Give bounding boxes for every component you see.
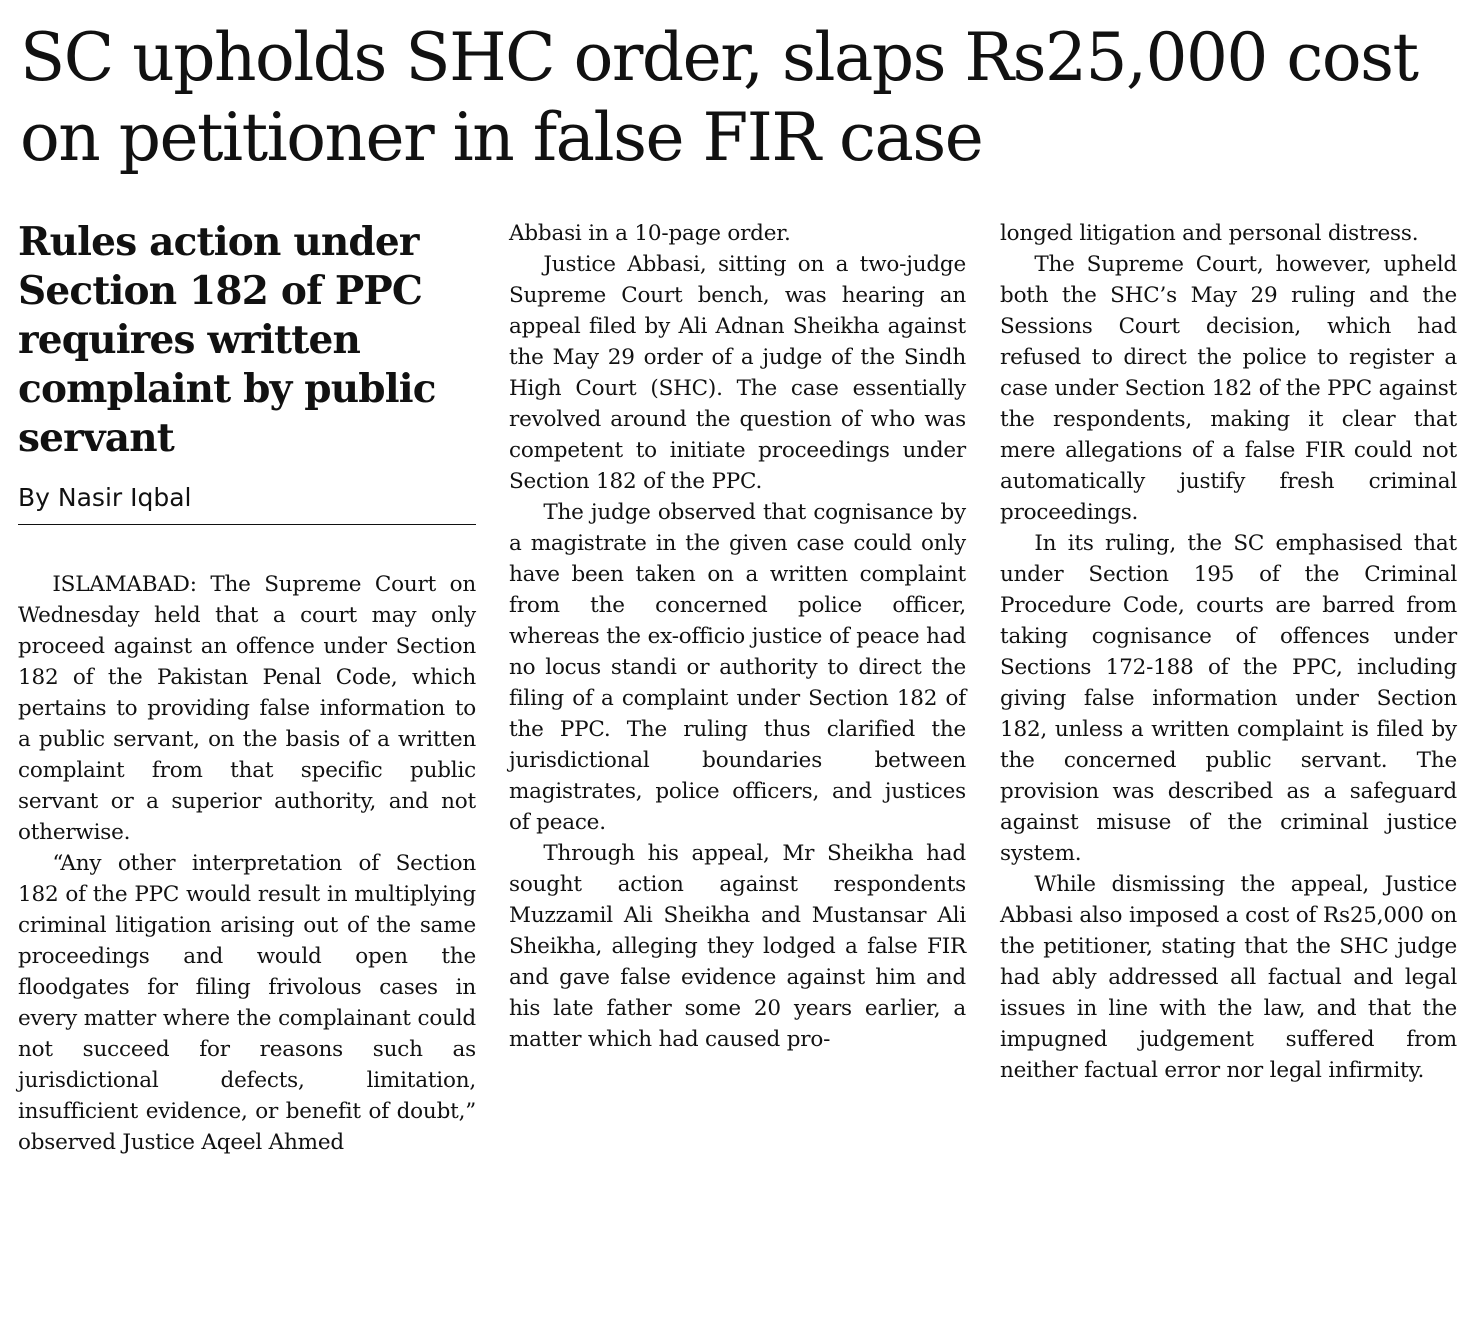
paragraph: The Supreme Court, however, upheld both the SHC’s May 29 ruling and the Sessions Court decision, which had refused to direct the police to register a case under Section 182 of the PPC against the respondents, making it clear that mere allegations of a false FIR could not automatically justify fresh criminal proceedings. (1000, 252, 1457, 525)
byline: By Nasir Iqbal (18, 483, 476, 525)
paragraph: The judge observed that cognisance by a magistrate in the given case could only have been taken on a written complaint from the concerned police officer, whereas the ex-officio justice of peace had no locus standi or authority to direct the filing of a complaint under Section 182 of the PPC. The ruling thus clarified the jurisdictional boundaries between magistrates, police officers, and justices of peace. (509, 500, 966, 835)
paragraph: Justice Abbasi, sitting on a two-judge Supreme Court bench, was hearing an appeal filed by Ali Adnan Sheikha against the May 29 order of a judge of the Sindh High Court (SHC). The case essentially revolved around the question of who was competent to initiate proceedings under Section 182 of the PPC. (509, 252, 966, 494)
paragraph-continued: longed litigation and personal distress. (1000, 221, 1419, 246)
paragraph-continued: Abbasi in a 10-page order. (509, 221, 791, 246)
article-body-column-2 (509, 218, 966, 1055)
column-3 (1000, 218, 1457, 1086)
headline: SC upholds SHC order, slaps Rs25,000 cost on petitioner in false FIR case (20, 19, 1418, 176)
paragraph: In its ruling, the SC emphasised that under Section 195 of the Criminal Procedure Code, courts are barred from taking cognisance of offences under Sections 172-188 of the PPC, including giving false information under Section 182, unless a written complaint is filed by the concerned public servant. The provision was described as a safeguard against misuse of the criminal justice system. (1000, 531, 1457, 866)
column-1 (18, 218, 476, 1158)
column-2 (509, 218, 966, 1055)
article-body-column-3 (1000, 218, 1457, 1086)
paragraph: ISLAMABAD: The Supreme Court on Wednesday held that a court may only proceed against an offence under Section 182 of the Pakistan Penal Code, which pertains to providing false information to a public servant, on the basis of a written complaint from that specific public servant or a superior authority, and not otherwise. (18, 572, 476, 845)
article-body-column-1 (18, 569, 476, 1158)
paragraph: Through his appeal, Mr Sheikha had sought action against respondents Muzzamil Ali Sheikha and Mustansar Ali Sheikha, alleging they lodged a false FIR and gave false evidence against him and his late father some 20 years earlier, a matter which had caused pro- (509, 841, 966, 1052)
subheadline: Rules action under Section 182 of PPC requires written complaint by public servant (18, 219, 436, 461)
paragraph: While dismissing the appeal, Justice Abbasi also imposed a cost of Rs25,000 on the petitioner, stating that the SHC judge had ably addressed all factual and legal issues in line with the law, and that the impugned judgement suffered from neither factual error nor legal infirmity. (1000, 872, 1457, 1083)
paragraph: “Any other interpretation of Section 182 of the PPC would result in multiplying criminal litigation arising out of the same proceedings and would open the floodgates for filing frivolous cases in every matter where the complainant could not succeed for reasons such as jurisdictional defects, limitation, insufficient evidence, or benefit of doubt,” observed Justice Aqeel Ahmed (18, 851, 476, 1155)
